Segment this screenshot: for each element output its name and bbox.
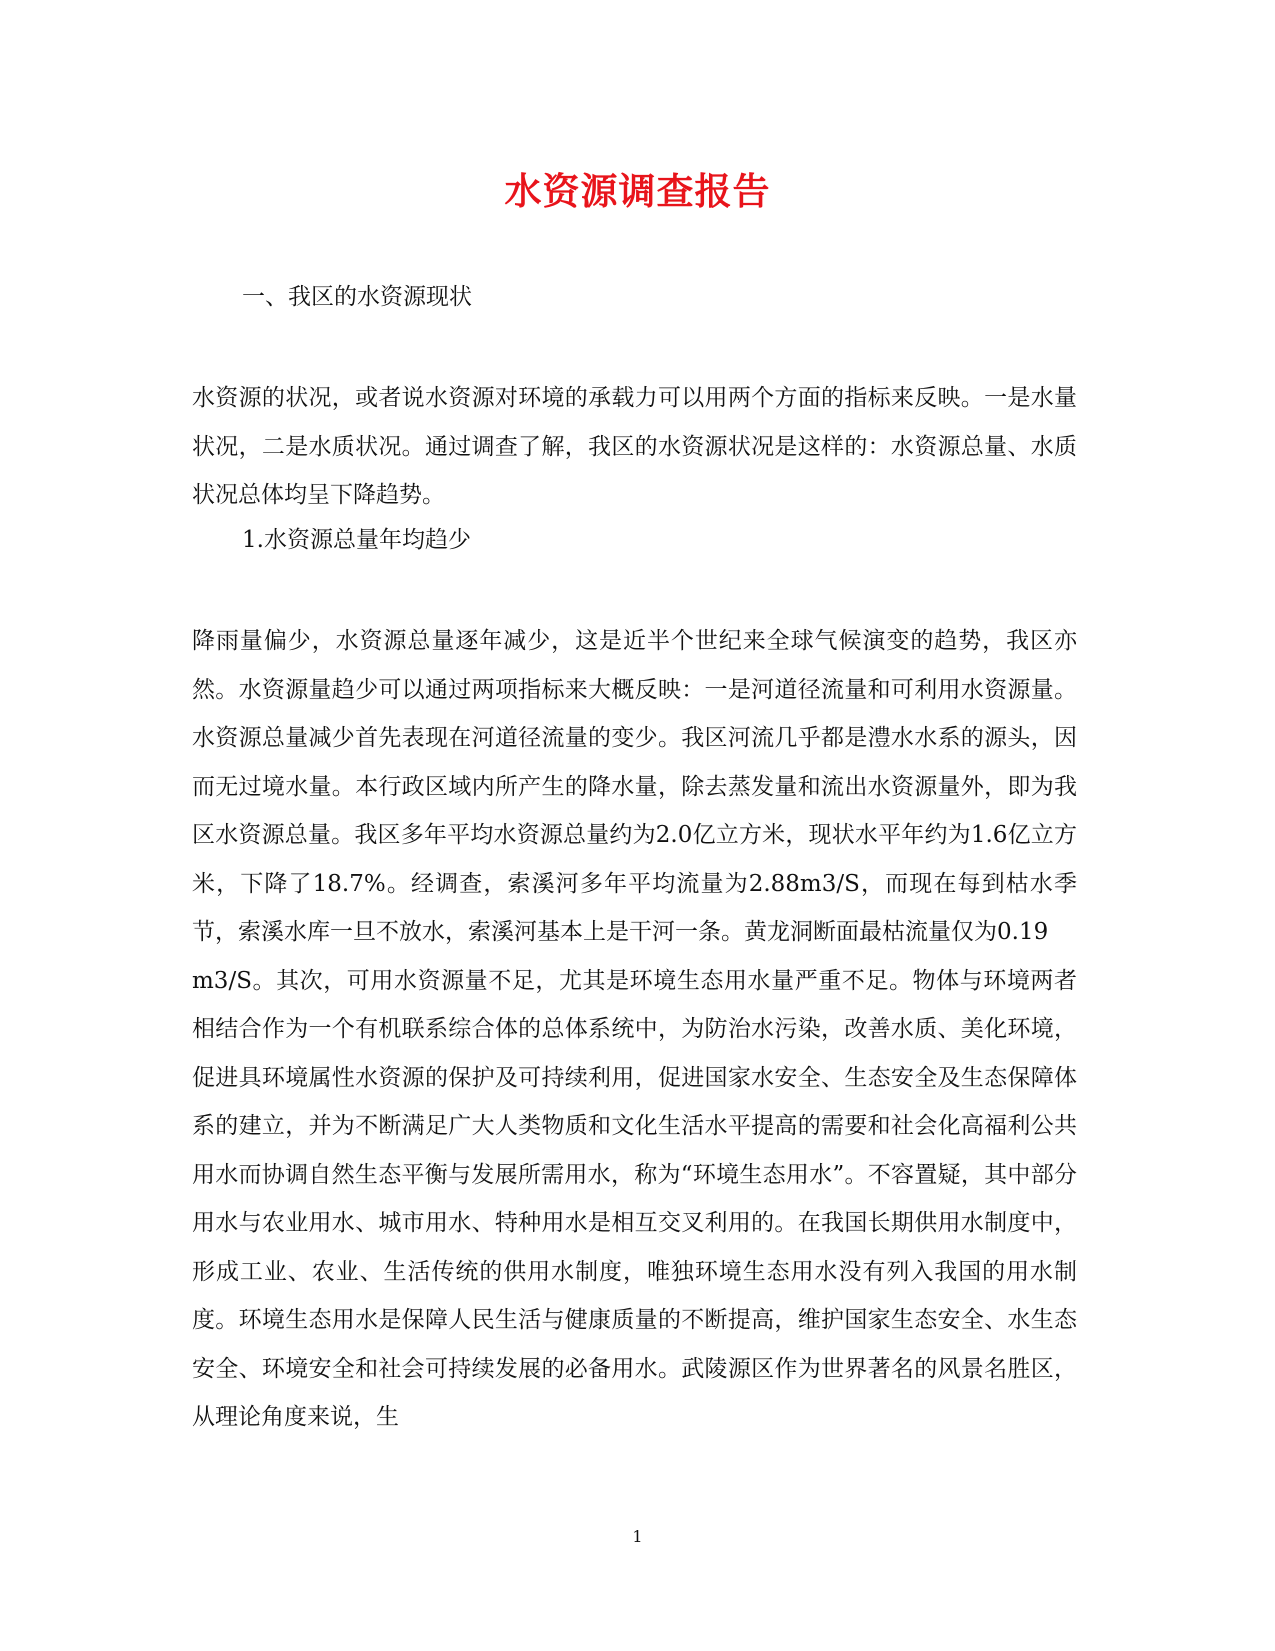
paragraph-rainfall-body [192,617,1077,1442]
paragraph-ecological-water: m3/S。其次，可用水资源量不足，尤其是环境生态用水量严重不足。物体与环境两者相结合作为一个有机联系综合体的总体系统中，为防治水污染，改善水质、美化环境，促进具环境属性水资源的保护及可持续利用，促进国家水安全、生态安全及生态保障体系的建立，并为不断满足广大人类物质和文化生活水平提高的需要和社会化高福利公共用水而协调自然生态平衡与发展所需用水，称为“环境生态用水”。不容置疑，其中部分用水与农业用水、城市用水、特种用水是相互交叉利用的。在我国长期供用水制度中，形成工业、农业、生活传统的供用水制度，唯独环境生态用水没有列入我国的用水制度。环境生态用水是保障人民生活与健康质量的不断提高，维护国家生态安全、水生态安全、环境安全和社会可持续发展的必备用水。武陵源区作为世界著名的风景名胜区，从理论角度来说，生 [192,967,1077,1430]
section-heading: 一、我区的水资源现状 [242,284,472,310]
subheading-total-decrease: 1.水资源总量年均趋少 [242,527,471,553]
page-number: 1 [632,1527,643,1546]
paragraph-water-status: 水资源的状况，或者说水资源对环境的承载力可以用两个方面的指标来反映。一是水量状况，二是水质状况。通过调查了解，我区的水资源状况是这样的：水资源总量、水质状况总体均呈下降趋势。 [192,385,1077,508]
document-title: 水资源调查报告 [504,169,771,213]
paragraph-rainfall: 降雨量偏少，水资源总量逐年减少，这是近半个世纪来全球气候演变的趋势，我区亦然。水资源量趋少可以通过两项指标来大概反映：一是河道径流量和可利用水资源量。水资源总量减少首先表现在河道径流量的变少。我区河流几乎都是澧水水系的源头，因而无过境水量。本行政区域内所产生的降水量，除去蒸发量和流出水资源量外，即为我区水资源总量。我区多年平均水资源总量约为2.0亿立方米，现状水平年约为1.6亿立方米，下降了18.7%。经调查，索溪河多年平均流量为2.88m3/S，而现在每到枯水季节，索溪水库一旦不放水，索溪河基本上是干河一条。黄龙洞断面最枯流量仅为0.19 [192,628,1077,945]
